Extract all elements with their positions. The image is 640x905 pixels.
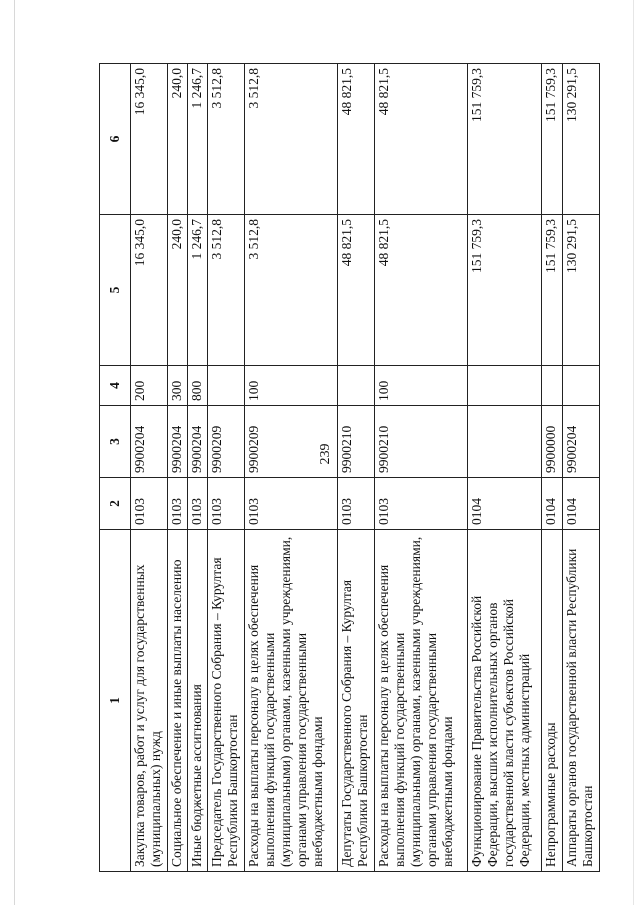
cell-amount-6: 130 291,5: [563, 64, 600, 215]
header-row: [100, 64, 131, 872]
cell-article: 9900209: [208, 406, 245, 478]
cell-article: 9900204: [563, 406, 600, 478]
cell-section: 0104: [467, 478, 541, 530]
cell-section: 0103: [188, 478, 208, 530]
cell-amount-5: 151 759,3: [541, 215, 562, 366]
cell-amount-5: 48 821,5: [374, 215, 467, 366]
cell-amount-6: 3 512,8: [208, 64, 245, 215]
table-row: [541, 64, 562, 872]
cell-type: [467, 366, 541, 406]
cell-amount-5: 130 291,5: [563, 215, 600, 366]
cell-name: Закупка товаров, работ и услуг для государственных (муниципальных) нужд: [131, 530, 168, 872]
scan-edge-right: [633, 0, 634, 905]
cell-amount-6: 151 759,3: [541, 64, 562, 215]
cell-article: [467, 406, 541, 478]
cell-name: Расходы на выплаты персоналу в целях обеспечения выполнения функций государственными (муниципальными) органами, казенными учреждениями, органами управления государственными внебюджетными фондами: [374, 530, 467, 872]
table-row: [188, 64, 208, 872]
cell-amount-6: 48 821,5: [338, 64, 375, 215]
table-row: [208, 64, 245, 872]
table-row: [374, 64, 467, 872]
page-number: 239: [318, 443, 333, 465]
table-row: [131, 64, 168, 872]
cell-section: 0104: [563, 478, 600, 530]
header-col-4: 4: [100, 366, 131, 406]
cell-name: Депутаты Государственного Собрания – Курултая Республики Башкортостан: [338, 530, 375, 872]
cell-name: Председатель Государственного Собрания – Курултая Республики Башкортостан: [208, 530, 245, 872]
cell-type: 200: [131, 366, 168, 406]
cell-type: [338, 366, 375, 406]
cell-section: 0103: [374, 478, 467, 530]
table-row: [467, 64, 541, 872]
cell-name: Функционирование Правительства Российской Федерации, высших исполнительных органов государственной власти субъектов Российской Федерации, местных администраций: [467, 530, 541, 872]
cell-article: 9900000: [541, 406, 562, 478]
cell-article: 9900210: [374, 406, 467, 478]
cell-type: [563, 366, 600, 406]
cell-name: Расходы на выплаты персоналу в целях обеспечения выполнения функций государственными (муниципальными) органами, казенными учреждениями, органами управления государственными внебюджетными фондами: [245, 530, 338, 872]
cell-amount-5: 151 759,3: [467, 215, 541, 366]
cell-section: 0103: [338, 478, 375, 530]
cell-type: 800: [188, 366, 208, 406]
cell-amount-5: 3 512,8: [208, 215, 245, 366]
table-row: [167, 64, 187, 872]
scan-edge-left: [14, 0, 15, 905]
cell-type: [208, 366, 245, 406]
header-col-6: 6: [100, 64, 131, 215]
cell-amount-6: 1 246,7: [188, 64, 208, 215]
cell-amount-5: 3 512,8: [245, 215, 338, 366]
cell-amount-5: 16 345,0: [131, 215, 168, 366]
cell-amount-5: 240,0: [167, 215, 187, 366]
header-col-2: 2: [100, 478, 131, 530]
table-row: [245, 64, 338, 872]
budget-table: [99, 63, 600, 872]
cell-article: 9900204: [188, 406, 208, 478]
cell-article: 9900204: [167, 406, 187, 478]
cell-section: 0103: [245, 478, 338, 530]
cell-amount-6: 48 821,5: [374, 64, 467, 215]
cell-amount-6: 3 512,8: [245, 64, 338, 215]
cell-amount-6: 151 759,3: [467, 64, 541, 215]
table-row: [563, 64, 600, 872]
header-col-1: 1: [100, 530, 131, 872]
cell-section: 0103: [208, 478, 245, 530]
header-col-5: 5: [100, 215, 131, 366]
cell-name: Иные бюджетные ассигнования: [188, 530, 208, 872]
cell-article: 9900210: [338, 406, 375, 478]
cell-name: Аппараты органов государственной власти Республики Башкортостан: [563, 530, 600, 872]
cell-type: 100: [245, 366, 338, 406]
cell-section: 0103: [167, 478, 187, 530]
cell-article: 9900209: [245, 406, 338, 478]
cell-amount-6: 240,0: [167, 64, 187, 215]
cell-amount-5: 1 246,7: [188, 215, 208, 366]
cell-amount-6: 16 345,0: [131, 64, 168, 215]
cell-name: Непрограммные расходы: [541, 530, 562, 872]
rotated-table-wrapper: [99, 64, 600, 872]
cell-section: 0104: [541, 478, 562, 530]
cell-section: 0103: [131, 478, 168, 530]
cell-article: 9900204: [131, 406, 168, 478]
header-col-3: 3: [100, 406, 131, 478]
table-row: [338, 64, 375, 872]
cell-type: [541, 366, 562, 406]
cell-name: Социальное обеспечение и иные выплаты населению: [167, 530, 187, 872]
cell-amount-5: 48 821,5: [338, 215, 375, 366]
cell-type: 300: [167, 366, 187, 406]
cell-type: 100: [374, 366, 467, 406]
